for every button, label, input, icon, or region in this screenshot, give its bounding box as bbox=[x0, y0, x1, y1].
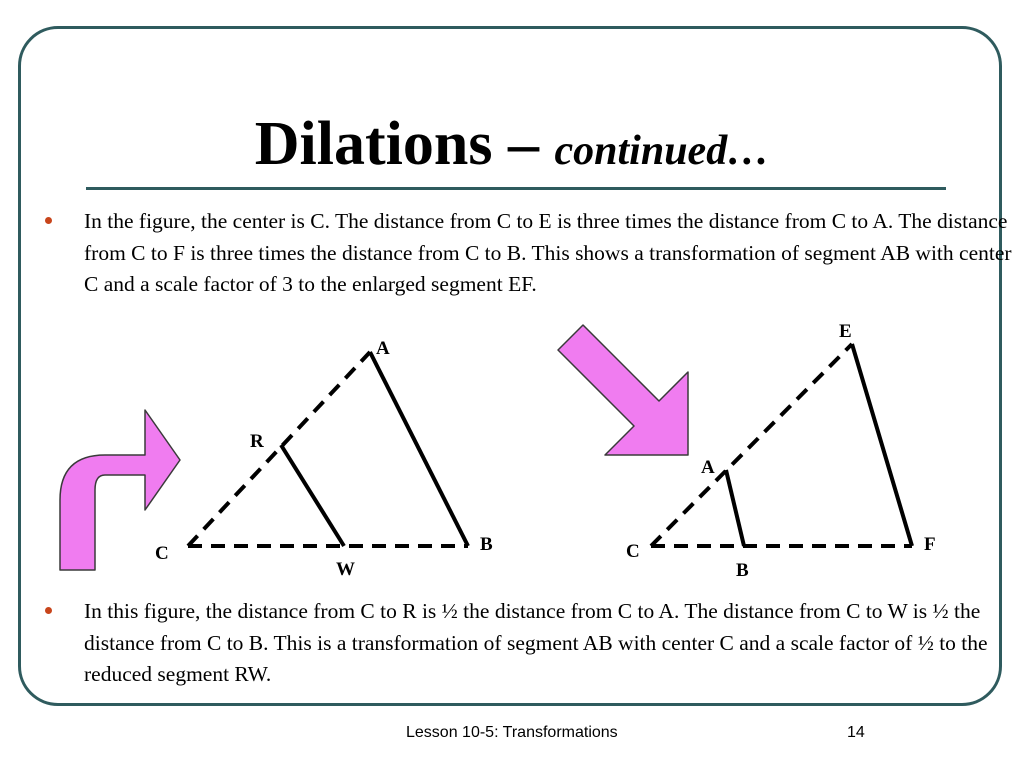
title-sub: continued… bbox=[554, 128, 770, 174]
label-W: W bbox=[336, 559, 355, 580]
segment-AB bbox=[370, 352, 468, 546]
label-C-left: C bbox=[155, 543, 169, 564]
footer-page-number: 14 bbox=[847, 724, 865, 741]
title-main: Dilations – bbox=[254, 110, 555, 178]
footer-lesson: Lesson 10-5: Transformations bbox=[406, 724, 618, 741]
label-C-right: C bbox=[626, 541, 640, 562]
bullet-text-2: In this figure, the distance from C to R is ½ the distance from C to A. The distance from C to W is ½ the distance from C to B. This is a transformation of segment AB with center C and a scale factor of ½ to the reduced segment RW. bbox=[84, 599, 988, 686]
bullet-text-1: In the figure, the center is C. The distance from C to E is three times the distance from C to A. The distance from C to F is three times the distance from C to B. This shows a transformation of segment AB with center C and a scale factor of 3 to the enlarged segment EF. bbox=[84, 209, 1012, 296]
label-R: R bbox=[250, 431, 264, 452]
label-B-left: B bbox=[480, 534, 493, 555]
segment-EF bbox=[852, 344, 912, 546]
segment-CA-dashed bbox=[188, 352, 370, 546]
left-figure bbox=[155, 338, 493, 580]
label-E: E bbox=[839, 321, 852, 342]
label-B-right: B bbox=[736, 560, 749, 581]
label-F: F bbox=[924, 534, 936, 555]
segment-RW bbox=[281, 445, 344, 546]
label-A-right: A bbox=[701, 457, 715, 478]
label-A-left: A bbox=[376, 338, 390, 359]
segment-AB-right bbox=[726, 470, 744, 546]
diagonal-arrow-icon bbox=[558, 325, 688, 455]
